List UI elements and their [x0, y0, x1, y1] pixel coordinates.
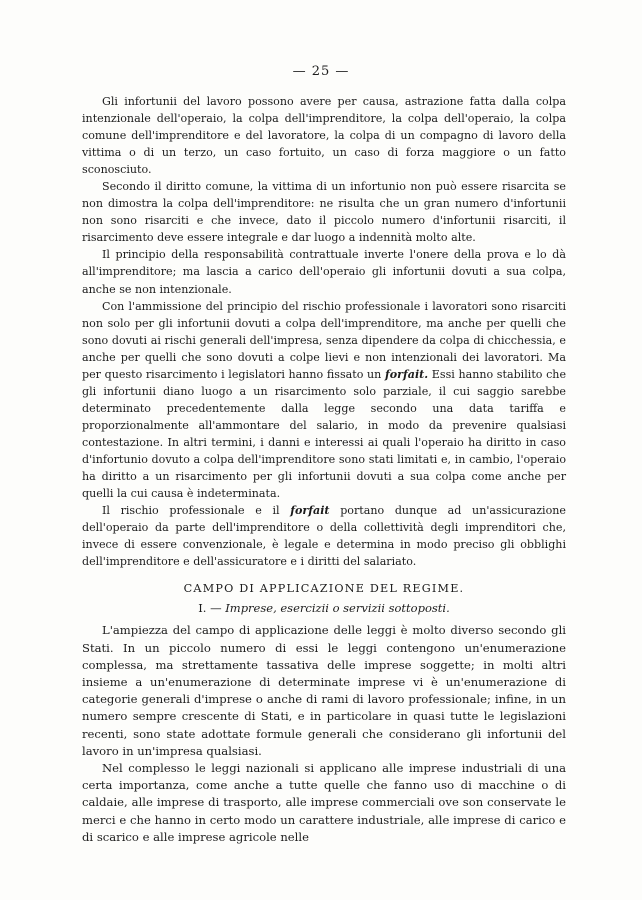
subsection-number: I. — [198, 601, 222, 616]
body-text [82, 93, 566, 846]
paragraph-text: Il rischio professionale e il [102, 504, 291, 518]
paragraph-insurance [82, 502, 566, 570]
forfait-term: forfait. [384, 367, 429, 381]
paragraph-professional-risk [82, 298, 566, 503]
paragraph-text: portano dunque ad un'assicurazione dell'operaio da parte dell'imprenditore o della collettività degli imprenditori che, invece di essere convenzionale, è legale e determina in modo preciso gli obblighi dell'imprenditore e dell'assicuratore e i diritti del salariato. [82, 504, 566, 569]
paragraph-scope: L'ampiezza del campo di applicazione delle leggi è molto diverso secondo gli Stati. In un piccolo numero di essi le leggi contengono un'enumerazione complessa, ma strettamente tassativa delle imprese soggette; in molti altri insieme a un'enumerazione di determinate imprese vi è un'enumerazione di categorie generali d'imprese o anche di rami di lavoro professionale; infine, in un numero sempre crescente di Stati, e in particolare in quasi tutte le legislazioni recenti, sono state adottate formule generali che considerano gli infortunii del lavoro in un'impresa qualsiasi. [82, 623, 566, 758]
subsection-title: Imprese, esercizii o servizii sottoposti. [225, 601, 450, 616]
page-number: — 25 — [292, 64, 350, 79]
section-heading: CAMPO DI APPLICAZIONE DEL REGIME. [183, 582, 465, 596]
subsection-heading [82, 600, 566, 617]
paragraph-national-laws: Nel complesso le leggi nazionali si applicano alle imprese industriali di una certa importanza, come anche a tutte quelle che fanno uso di macchine o di caldaie, alle imprese di trasporto, alle imprese commerciali ove son conservate le merci e che hanno in certo modo un carattere industriale, alle imprese di carico e di scarico e alle imprese agricole nelle [82, 760, 566, 844]
forfait-term: forfait [290, 504, 330, 518]
paragraph-text: Con l'ammissione del principio del rischio professionale i lavoratori sono risarciti non solo per gli infortunii dovuti a colpa dell'imprenditore, ma anche per quelli che sono dovuti ai rischi generali dell'impresa, senza dipendere da colpa di chicchessia, e anche per quelli che sono dovuti a colpe lievi e non intenzionali dei lavoratori. Ma per questo risarcimento i legislatori hanno fissato un [82, 299, 566, 381]
paragraph-contractual-liability: Il principio della responsabilità contrattuale inverte l'onere della prova e lo dà all'imprenditore; ma lascia a carico dell'operaio gli infortunii dovuti a sua colpa, anche se non intenzionale. [82, 248, 566, 296]
paragraph-common-law: Secondo il diritto comune, la vittima di un infortunio non può essere risarcita se non dimostra la colpa dell'imprenditore: ne risulta che un gran numero d'infortunii non sono risarciti e che invece, dato il piccolo numero d'infortunii risarciti, il risarcimento deve essere integrale e dar luogo a indennità molto alte. [82, 180, 566, 245]
paragraph-text: Essi hanno stabilito che gli infortunii diano luogo a un risarcimento solo parziale, il cui saggio sarebbe determinato precedentemente dalla legge secondo una data tariffa e proporzionalmente all'ammontare del salario, in modo da prevenire qualsiasi contestazione. In altri termini, i danni e interessi ai quali l'operaio ha diritto in caso d'infortunio dovuto a colpa dell'imprenditore sono stati limitati e, in cambio, l'operaio ha diritto a un risarcimento per gli infortunii dovuti a sua colpa come anche per quelli la cui causa è indeterminata. [82, 367, 567, 501]
paragraph-causes: Gli infortunii del lavoro possono avere per causa, astrazione fatta dalla colpa intenzionale dell'operaio, la colpa dell'imprenditore, la colpa dell'operaio, la colpa comune dell'imprenditore e del lavoratore, la colpa di un compagno di lavoro della vittima o di un terzo, un caso fortuito, un caso di forza maggiore o un fatto sconosciuto. [82, 95, 566, 177]
